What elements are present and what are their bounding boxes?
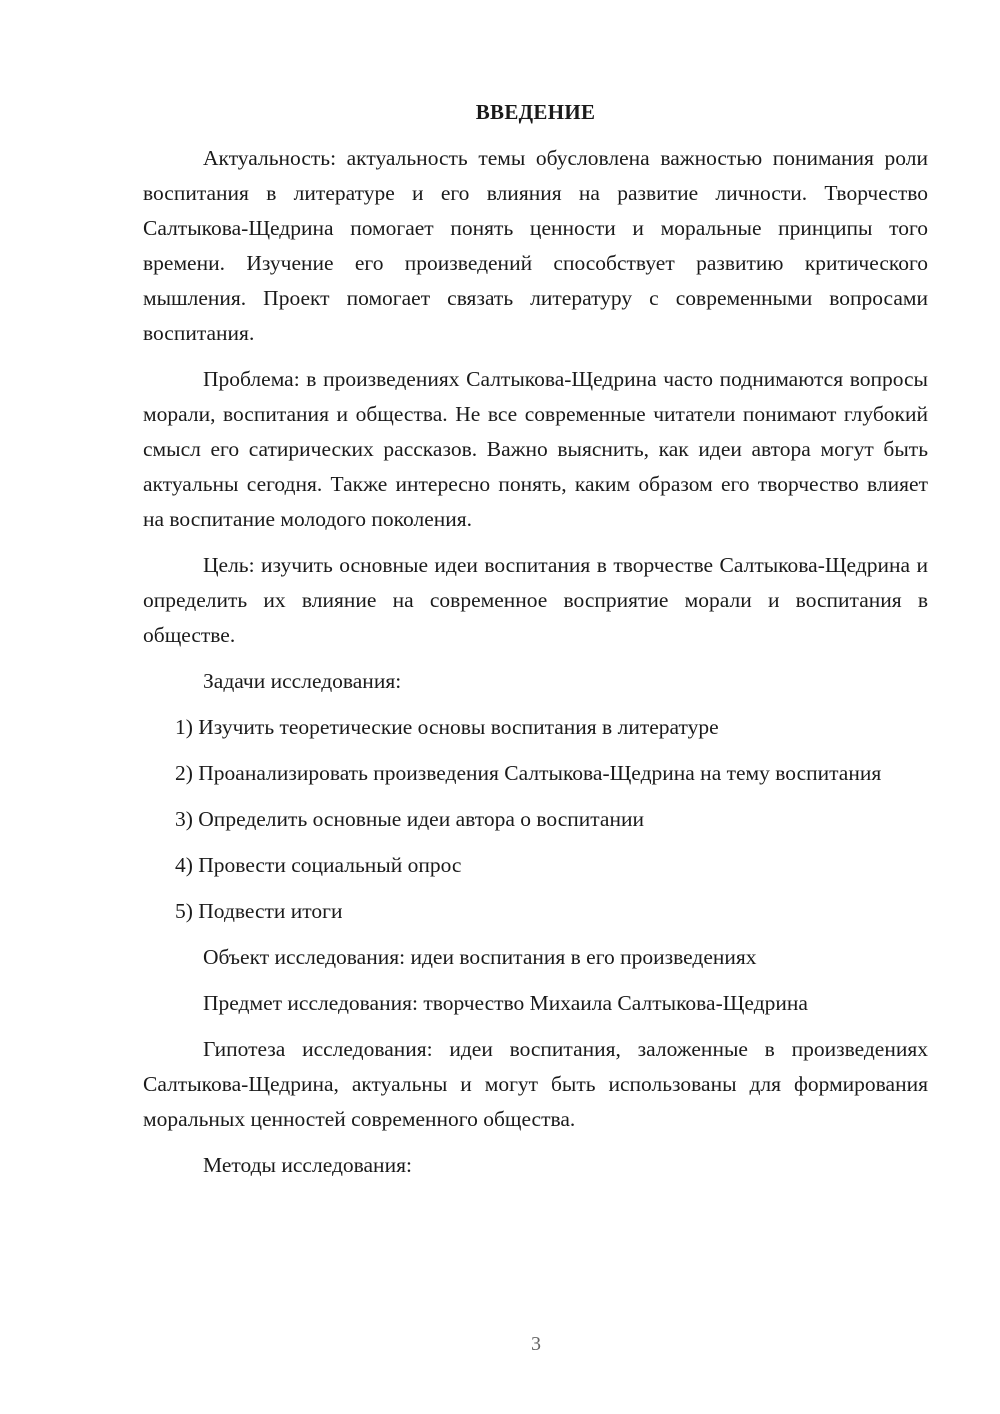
task-item: 2) Проанализировать произведения Салтыкова-Щедрина на тему воспитания [175, 761, 882, 785]
page-number: 3 [531, 1333, 541, 1355]
methods-title: Методы исследования: [203, 1153, 412, 1177]
object-paragraph: Объект исследования: идеи воспитания в его произведениях [203, 945, 757, 969]
task-item: 1) Изучить теоретические основы воспитания в литературе [175, 715, 719, 739]
page-content [143, 95, 928, 1194]
hypothesis-paragraph: Гипотеза исследования: идеи воспитания, заложенные в произведениях Салтыкова-Щедрина, актуальны и могут быть использованы для формирования моральных ценностей современного общества. [143, 1037, 928, 1131]
problem-paragraph: Проблема: в произведениях Салтыкова-Щедрина часто поднимаются вопросы морали, воспитания и общества. Не все современные читатели понимают глубокий смысл его сатирических рассказов. Важно выяснить, как идеи автора могут быть актуальны сегодня. Также интересно понять, каким образом его творчество влияет на воспитание молодого поколения. [143, 367, 928, 531]
task-item: 5) Подвести итоги [175, 899, 343, 923]
task-item: 3) Определить основные идеи автора о воспитании [175, 807, 644, 831]
tasks-title: Задачи исследования: [203, 669, 402, 693]
goal-paragraph: Цель: изучить основные идеи воспитания в творчестве Салтыкова-Щедрина и определить их влияние на современное восприятие морали и воспитания в обществе. [143, 553, 928, 647]
task-item: 4) Провести социальный опрос [175, 853, 462, 877]
subject-paragraph: Предмет исследования: творчество Михаила Салтыкова-Щедрина [203, 991, 808, 1015]
relevance-paragraph: Актуальность: актуальность темы обусловлена важностью понимания роли воспитания в литературе и его влияния на развитие личности. Творчество Салтыкова-Щедрина помогает понять ценности и моральные принципы того времени. Изучение его произведений способствует развитию критического мышления. Проект помогает связать литературу с современными вопросами воспитания. [143, 146, 928, 345]
page-title: ВВЕДЕНИЕ [475, 100, 596, 124]
